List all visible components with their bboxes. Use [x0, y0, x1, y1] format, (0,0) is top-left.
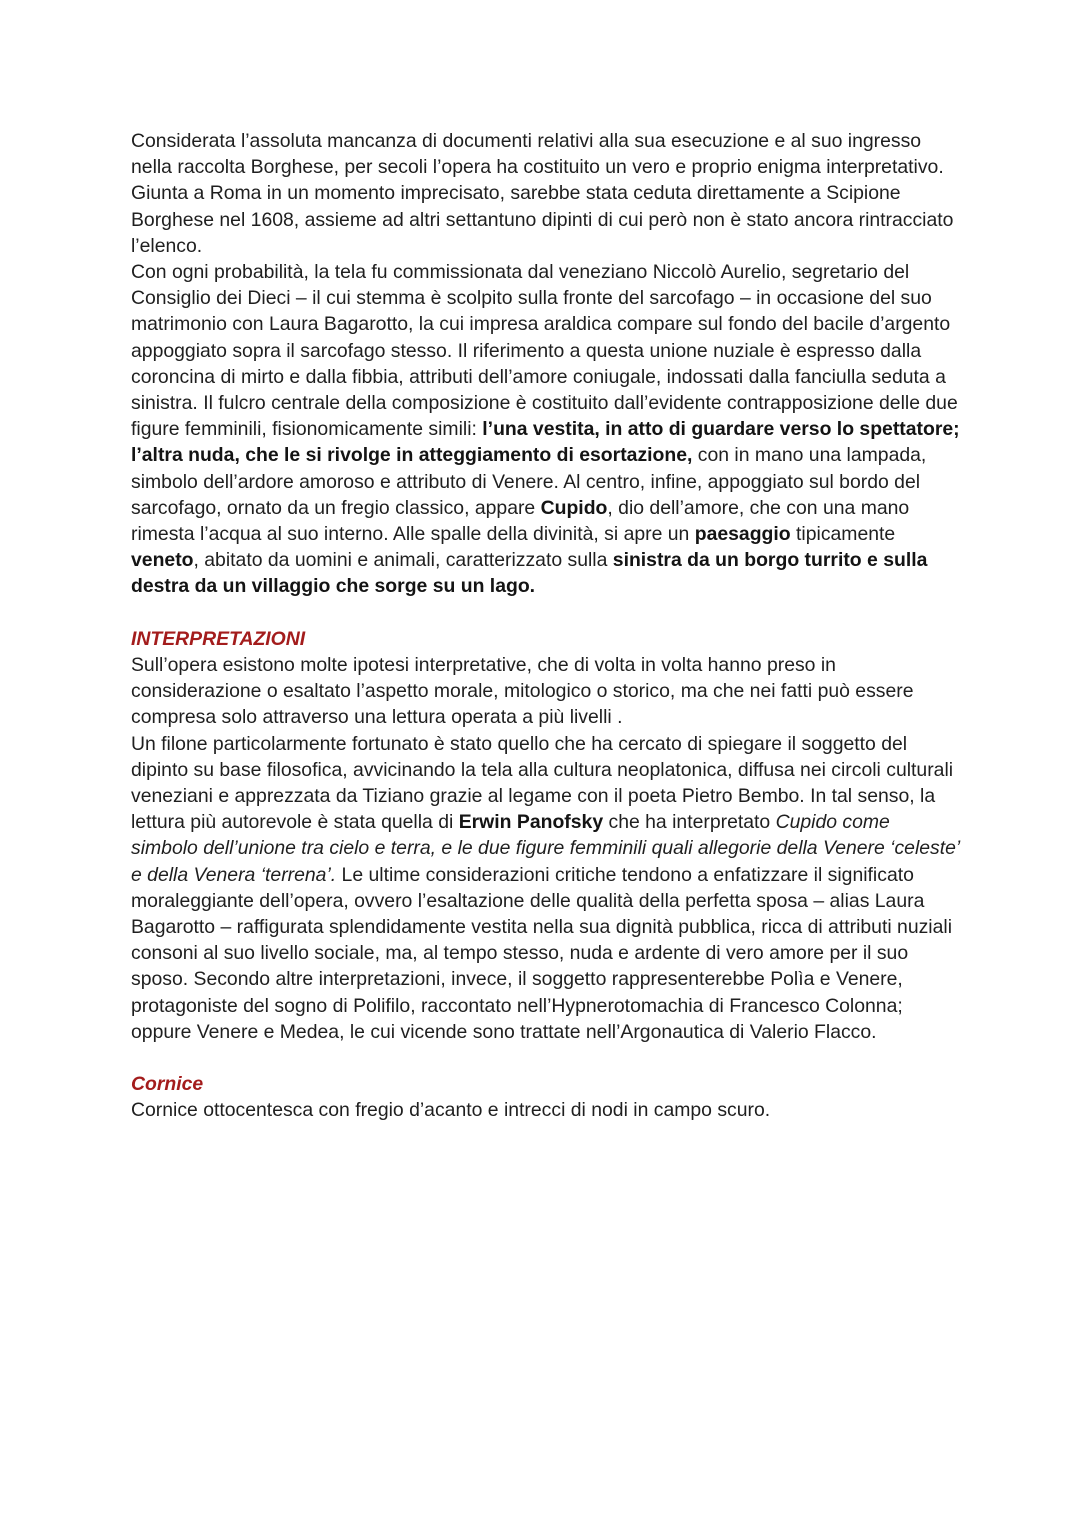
interpretations-paragraph — [131, 731, 961, 1045]
bold-run: Cupido — [540, 496, 608, 519]
bold-run: l’una vestita, in atto di guardare verso lo spettatore; l’altra nuda, che le si rivolge in atteggiamento di esortazione, — [131, 418, 960, 467]
spacer — [131, 600, 961, 626]
bold-run: veneto — [131, 549, 194, 572]
italic-run: Cupido come simbolo dell’unione tra cielo e terra, e le due figure femminili quali allegorie della Venere ‘celeste’ e della Venera ‘terrena’. — [131, 811, 960, 886]
document-page — [131, 128, 961, 1124]
bold-run: paesaggio — [694, 523, 791, 546]
text-run: , abitato da uomini e animali, caratterizzato sulla — [193, 549, 613, 572]
text-run: che ha interpretato — [603, 811, 776, 834]
interpretations-intro-paragraph: Sull’opera esistono molte ipotesi interpretative, che di volta in volta hanno preso in considerazione o esaltato l’aspetto morale, mitologico o storico, ma che nei fatti può essere compresa solo attraverso una lettura operata a più livelli . — [131, 654, 914, 729]
text-run: con in mano una lampada, simbolo dell’ardore amoroso e attributo di Venere. Al centro, infine, appoggiato sul bordo del sarcofago, ornato da un fregio classico, appare — [131, 444, 927, 519]
intro-paragraph: Considerata l’assoluta mancanza di documenti relativi alla sua esecuzione e al suo ingresso nella raccolta Borghese, per secoli l’opera ha costituito un vero e proprio enigma interpretativo. Giunta a Roma in un momento imprecisato, sarebbe stata ceduta direttamente a Scipione Borghese nel 1608, assieme ad altri settantuno dipinti di cui però non è stato ancora rintracciato l’elenco. — [131, 130, 954, 257]
section-heading-interpretazioni: INTERPRETAZIONI — [131, 627, 306, 650]
text-run: Un filone particolarmente fortunato è stato quello che ha cercato di spiegare il soggetto del dipinto su base filosofica, avvicinando la tela alla cultura neoplatonica, diffusa nei circoli culturali veneziani e apprezzata da Tiziano grazie al legame con il poeta Pietro Bembo. In tal senso, la lettura più autorevole è stata quella di — [131, 732, 954, 834]
bold-run: sinistra da un borgo turrito e sulla destra da un villaggio che sorge su un lago. — [131, 549, 928, 598]
spacer — [131, 1045, 961, 1071]
text-run: Le ultime considerazioni critiche tendono a enfatizzare il significato moraleggiante dell’opera, ovvero l’esaltazione delle qualità della perfetta sposa – alias Laura Bagarotto – raffigurata splendidamente vestita nella sua dignità pubblica, ricca di attributi nuziali consoni al suo livello sociale, ma, al tempo stesso, nuda e ardente di vero amore per il suo sposo. Secondo altre interpretazioni, invece, il soggetto rappresenterebbe Polìa e Venere, protagoniste del sogno di Polifilo, raccontato nell’Hypnerotomachia di Francesco Colonna; oppure Venere e Medea, le cui vicende sono trattate nell’Argonautica di Valerio Flacco. — [131, 863, 953, 1043]
text-run: Con ogni probabilità, la tela fu commissionata dal veneziano Niccolò Aurelio, segretario del Consiglio dei Dieci – il cui stemma è scolpito sulla fronte del sarcofago – in occasione del suo matrimonio con Laura Bagarotto, la cui impresa araldica compare sul fondo del bacile d’argento appoggiato sopra il sarcofago stesso. Il riferimento a questa unione nuziale è espresso dalla coroncina di mirto e dalla fibbia, attributi dell’amore coniugale, indossati dalla fanciulla seduta a sinistra. Il fulcro centrale della composizione è costituito dall’evidente contrapposizione delle due figure femminili, fisionomicamente simili: — [131, 261, 958, 441]
frame-paragraph: Cornice ottocentesca con fregio d’acanto e intrecci di nodi in campo scuro. — [131, 1099, 771, 1122]
section-heading-cornice: Cornice — [131, 1073, 204, 1096]
text-run: tipicamente — [790, 523, 896, 546]
description-paragraph — [131, 259, 961, 600]
text-run: , dio dell’amore, che con una mano rimesta l’acqua al suo interno. Alle spalle della divinità, si apre un — [131, 496, 910, 546]
bold-run: Erwin Panofsky — [458, 811, 604, 834]
